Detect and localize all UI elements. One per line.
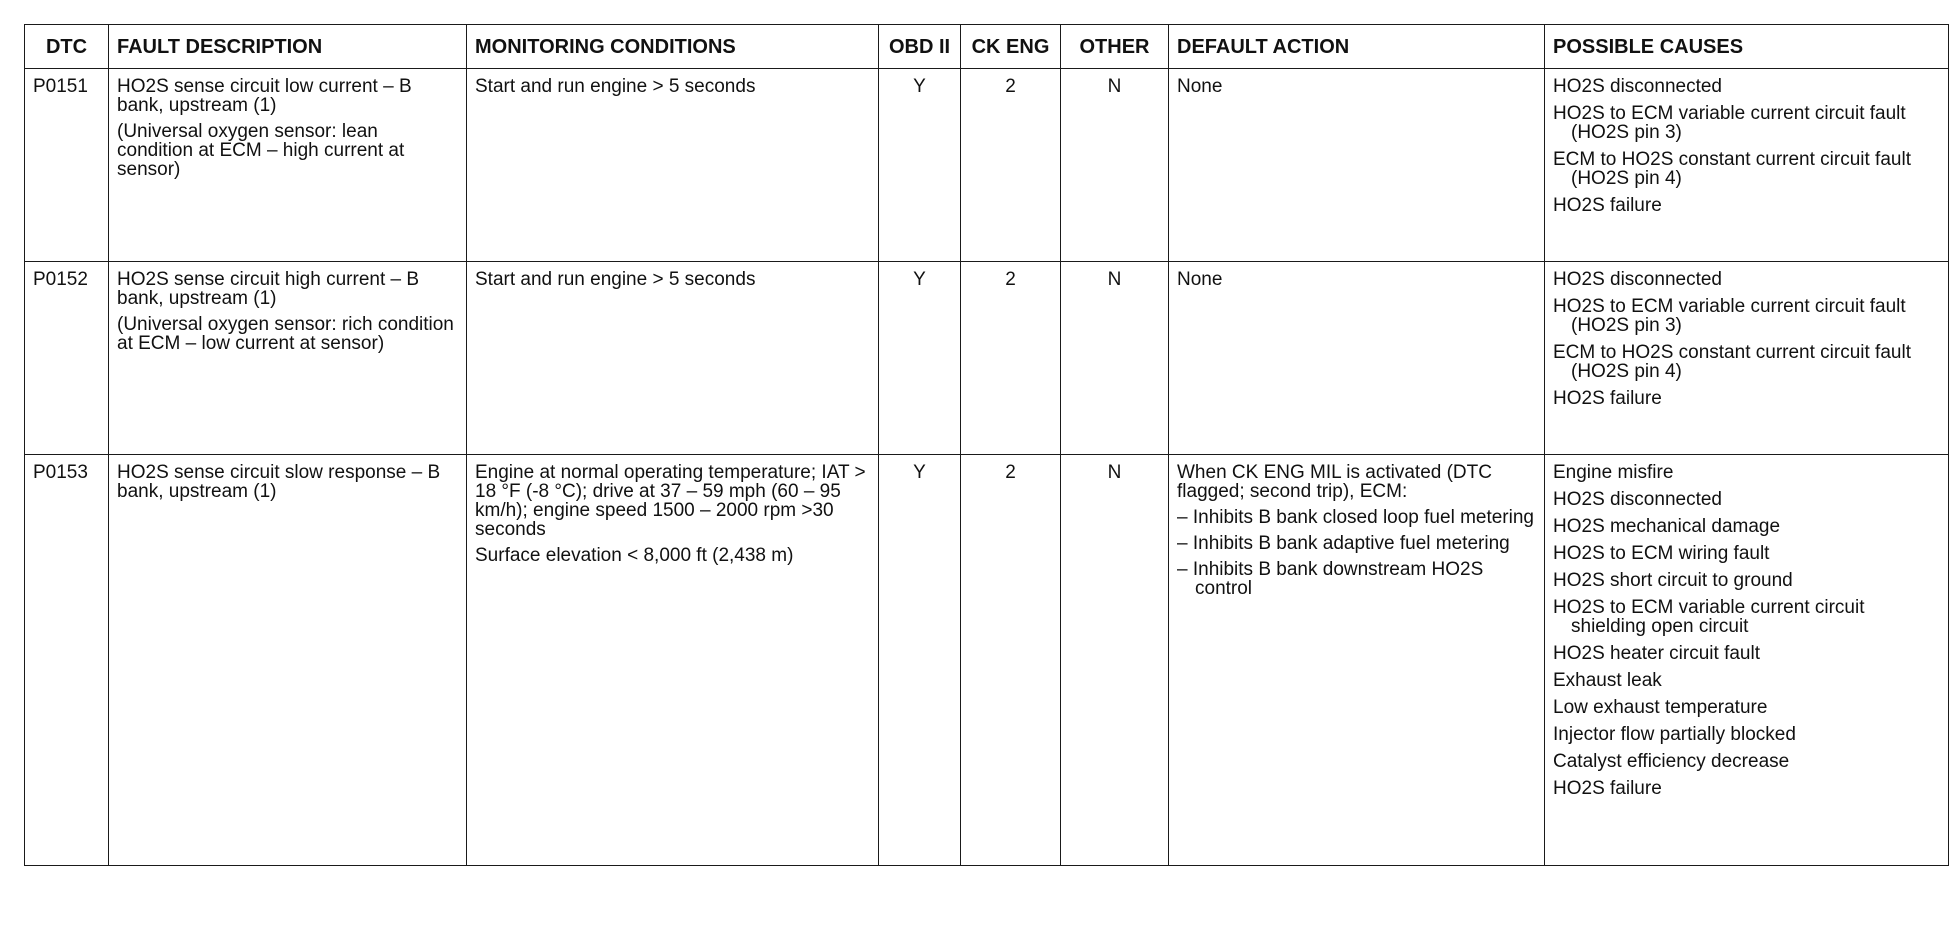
monitoring-line: Surface elevation < 8,000 ft (2,438 m) [475, 545, 794, 566]
cell-other: N [1061, 455, 1169, 866]
default-action-text: When CK ENG MIL is activated (DTC flagged; second trip), ECM: [1177, 462, 1492, 502]
header-possible-causes: POSSIBLE CAUSES [1545, 25, 1949, 69]
cell-dtc: P0153 [25, 455, 109, 866]
cell-ck-eng: 2 [961, 455, 1061, 866]
cell-possible-causes [1545, 262, 1949, 455]
fault-line: HO2S sense circuit high current – B bank, upstream (1) [117, 269, 420, 309]
cell-possible-causes [1545, 455, 1949, 866]
cell-obd-ii: Y [879, 455, 961, 866]
monitoring-line: Engine at normal operating temperature; IAT > 18 °F (-8 °C); drive at 37 – 59 mph (60 – 95 km/h); engine speed 1500 – 2000 rpm >30 seconds [475, 462, 866, 540]
cell-monitoring-conditions [467, 455, 879, 866]
cell-ck-eng: 2 [961, 69, 1061, 262]
table-row [25, 455, 1949, 866]
cell-ck-eng: 2 [961, 262, 1061, 455]
cause-item: HO2S to ECM variable current circuit fault (HO2S pin 3) [1553, 296, 1906, 336]
cell-monitoring-conditions [467, 69, 879, 262]
cause-item: HO2S short circuit to ground [1553, 570, 1793, 591]
header-ck-eng: CK ENG [961, 25, 1061, 69]
cause-item: HO2S to ECM wiring fault [1553, 543, 1770, 564]
cell-fault-description [109, 455, 467, 866]
cause-item: HO2S failure [1553, 778, 1662, 799]
header-fault-description: FAULT DESCRIPTION [109, 25, 467, 69]
cell-fault-description [109, 262, 467, 455]
cause-item: Low exhaust temperature [1553, 697, 1768, 718]
cause-item: HO2S to ECM variable current circuit fault (HO2S pin 3) [1553, 103, 1906, 143]
monitoring-line: Start and run engine > 5 seconds [475, 76, 756, 97]
cell-fault-description [109, 69, 467, 262]
cell-dtc: P0152 [25, 262, 109, 455]
cell-possible-causes [1545, 69, 1949, 262]
header-other: OTHER [1061, 25, 1169, 69]
cell-other: N [1061, 69, 1169, 262]
cause-item: HO2S to ECM variable current circuit shielding open circuit [1553, 597, 1865, 637]
cause-item: HO2S disconnected [1553, 76, 1722, 97]
fault-line: HO2S sense circuit slow response – B bank, upstream (1) [117, 462, 441, 502]
cause-item: HO2S heater circuit fault [1553, 643, 1760, 664]
default-action-item: – Inhibits B bank closed loop fuel metering [1177, 507, 1534, 528]
cell-dtc: P0151 [25, 69, 109, 262]
cell-other: N [1061, 262, 1169, 455]
cell-obd-ii: Y [879, 69, 961, 262]
default-action-text: None [1177, 76, 1223, 97]
default-action-text: None [1177, 269, 1223, 290]
cause-item: Catalyst efficiency decrease [1553, 751, 1790, 772]
cell-default-action [1169, 262, 1545, 455]
cause-item: ECM to HO2S constant current circuit fault (HO2S pin 4) [1553, 342, 1911, 382]
cause-item: HO2S failure [1553, 195, 1662, 216]
table-row [25, 262, 1949, 455]
cause-item: HO2S disconnected [1553, 489, 1722, 510]
cause-item: Engine misfire [1553, 462, 1674, 483]
table-header-row [25, 25, 1949, 69]
cause-item: Exhaust leak [1553, 670, 1662, 691]
default-action-item: – Inhibits B bank downstream HO2S control [1177, 559, 1484, 599]
header-dtc: DTC [25, 25, 109, 69]
cause-item: HO2S disconnected [1553, 269, 1722, 290]
cell-monitoring-conditions [467, 262, 879, 455]
cause-item: HO2S failure [1553, 388, 1662, 409]
dtc-table [24, 24, 1949, 866]
fault-line: (Universal oxygen sensor: rich condition at ECM – low current at sensor) [117, 314, 454, 354]
cause-item: Injector flow partially blocked [1553, 724, 1796, 745]
default-action-item: – Inhibits B bank adaptive fuel metering [1177, 533, 1510, 554]
header-default-action: DEFAULT ACTION [1169, 25, 1545, 69]
dtc-table-wrapper [24, 24, 1948, 866]
cell-default-action [1169, 455, 1545, 866]
cell-default-action [1169, 69, 1545, 262]
fault-line: HO2S sense circuit low current – B bank, upstream (1) [117, 76, 412, 116]
cell-obd-ii: Y [879, 262, 961, 455]
cause-item: HO2S mechanical damage [1553, 516, 1781, 537]
header-obd-ii: OBD II [879, 25, 961, 69]
monitoring-line: Start and run engine > 5 seconds [475, 269, 756, 290]
fault-line: (Universal oxygen sensor: lean condition at ECM – high current at sensor) [117, 121, 405, 180]
header-monitoring-conditions: MONITORING CONDITIONS [467, 25, 879, 69]
table-row [25, 69, 1949, 262]
cause-item: ECM to HO2S constant current circuit fault (HO2S pin 4) [1553, 149, 1911, 189]
